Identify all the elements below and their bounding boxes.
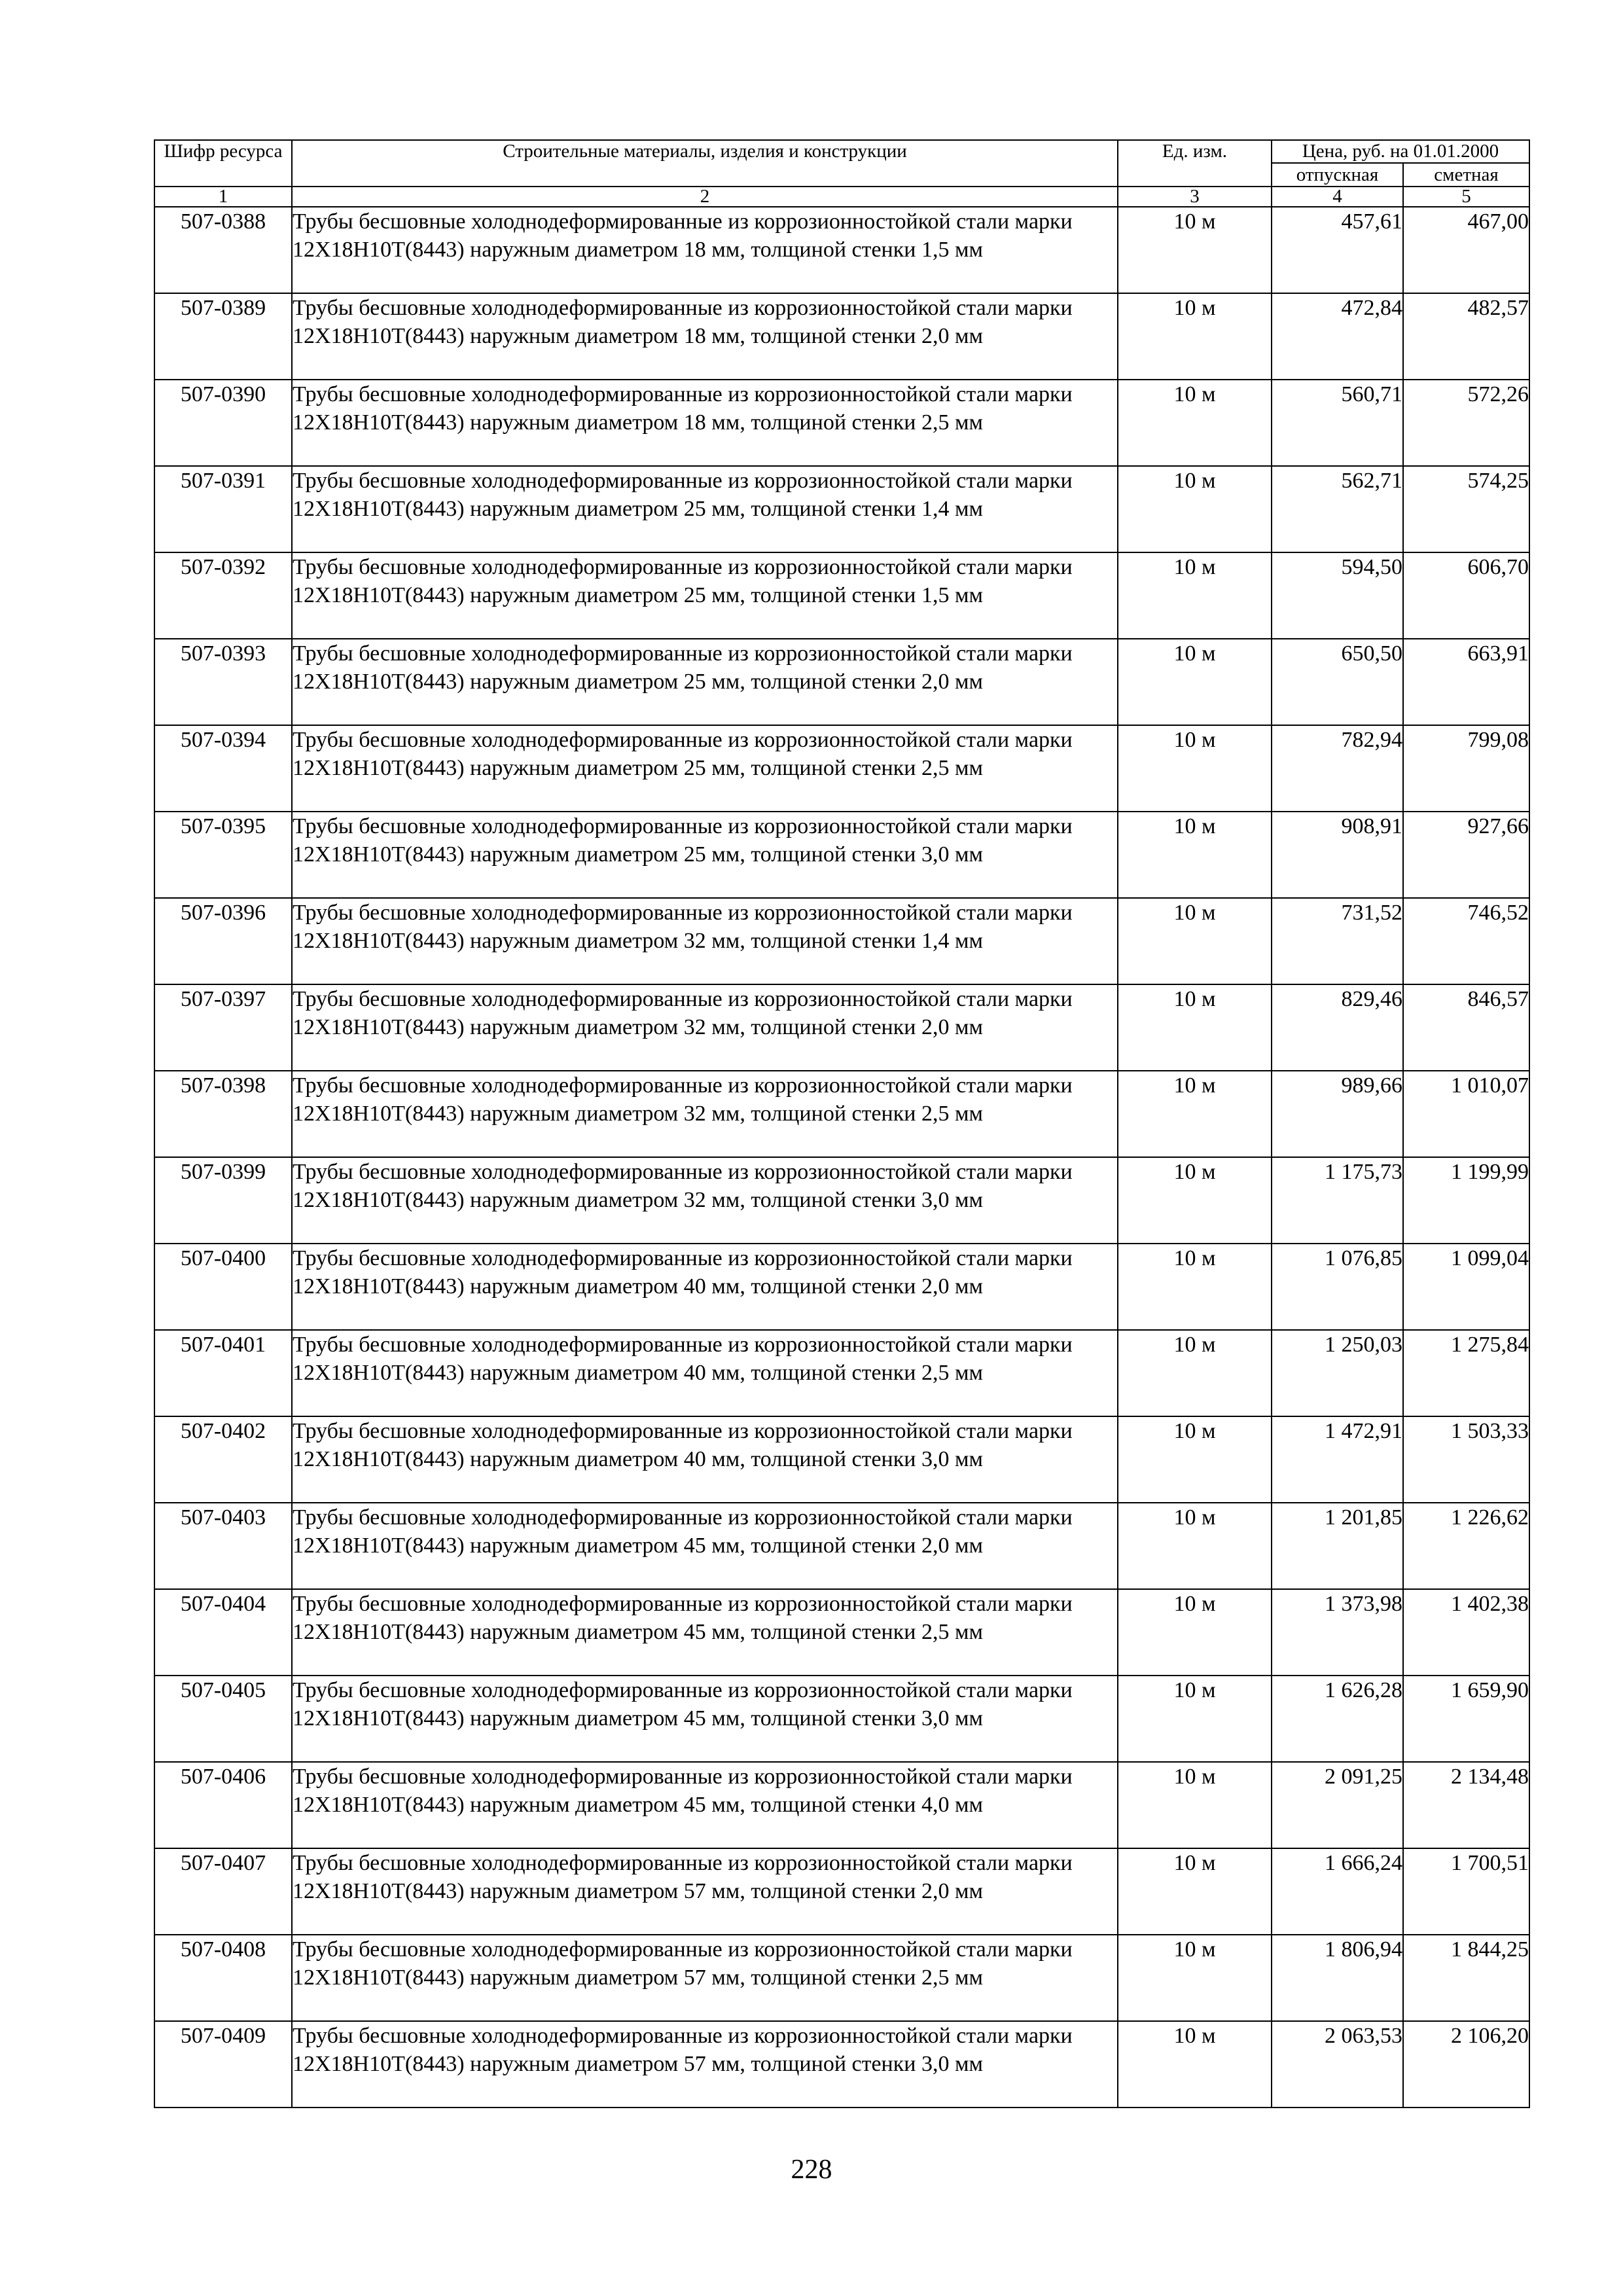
- resource-code: 507-0397: [154, 984, 292, 1071]
- estimate-price: 467,00: [1403, 207, 1529, 293]
- resource-code: 507-0392: [154, 552, 292, 639]
- table-header-row: [154, 140, 1529, 163]
- release-price: 560,71: [1272, 380, 1403, 466]
- material-name: Трубы бесшовные холоднодеформированные из коррозионностойкой стали марки 12Х18Н10Т(8443) наружным диаметром 57 мм, толщиной стенки 2,5 мм: [292, 1935, 1118, 2021]
- column-number: 2: [292, 187, 1118, 207]
- resource-code: 507-0403: [154, 1503, 292, 1589]
- release-price: 2 063,53: [1272, 2021, 1403, 2108]
- release-price: 1 373,98: [1272, 1589, 1403, 1676]
- estimate-price: 927,66: [1403, 812, 1529, 898]
- column-number: 1: [154, 187, 292, 207]
- table-row: [154, 1935, 1529, 2021]
- material-name: Трубы бесшовные холоднодеформированные из коррозионностойкой стали марки 12Х18Н10Т(8443) наружным диаметром 45 мм, толщиной стенки 3,0 мм: [292, 1676, 1118, 1762]
- resource-code: 507-0399: [154, 1157, 292, 1244]
- header-release-price: отпускная: [1272, 163, 1403, 187]
- resource-price-table: [154, 139, 1530, 2108]
- header-material-name: Строительные материалы, изделия и конструкции: [292, 140, 1118, 187]
- table-row: [154, 552, 1529, 639]
- release-price: 1 472,91: [1272, 1416, 1403, 1503]
- header-resource-code: Шифр ресурса: [154, 140, 292, 187]
- estimate-price: 1 226,62: [1403, 1503, 1529, 1589]
- table-row: [154, 898, 1529, 984]
- table-row: [154, 380, 1529, 466]
- resource-code: 507-0401: [154, 1330, 292, 1416]
- column-number-row: [154, 187, 1529, 207]
- resource-code: 507-0396: [154, 898, 292, 984]
- table-row: [154, 1330, 1529, 1416]
- material-name: Трубы бесшовные холоднодеформированные из коррозионностойкой стали марки 12Х18Н10Т(8443) наружным диаметром 25 мм, толщиной стенки 3,0 мм: [292, 812, 1118, 898]
- unit-of-measure: 10 м: [1118, 1503, 1272, 1589]
- estimate-price: 1 402,38: [1403, 1589, 1529, 1676]
- resource-code: 507-0406: [154, 1762, 292, 1848]
- release-price: 989,66: [1272, 1071, 1403, 1157]
- table-row: [154, 1071, 1529, 1157]
- material-name: Трубы бесшовные холоднодеформированные из коррозионностойкой стали марки 12Х18Н10Т(8443) наружным диаметром 40 мм, толщиной стенки 2,5 мм: [292, 1330, 1118, 1416]
- header-unit: Ед. изм.: [1118, 140, 1272, 187]
- table-row: [154, 466, 1529, 552]
- resource-code: 507-0404: [154, 1589, 292, 1676]
- release-price: 1 250,03: [1272, 1330, 1403, 1416]
- release-price: 1 076,85: [1272, 1244, 1403, 1330]
- unit-of-measure: 10 м: [1118, 293, 1272, 380]
- header-estimate-price: сметная: [1403, 163, 1529, 187]
- material-name: Трубы бесшовные холоднодеформированные из коррозионностойкой стали марки 12Х18Н10Т(8443) наружным диаметром 25 мм, толщиной стенки 1,4 мм: [292, 466, 1118, 552]
- resource-code: 507-0393: [154, 639, 292, 725]
- unit-of-measure: 10 м: [1118, 1762, 1272, 1848]
- release-price: 457,61: [1272, 207, 1403, 293]
- material-name: Трубы бесшовные холоднодеформированные из коррозионностойкой стали марки 12Х18Н10Т(8443) наружным диаметром 25 мм, толщиной стенки 2,0 мм: [292, 639, 1118, 725]
- unit-of-measure: 10 м: [1118, 207, 1272, 293]
- material-name: Трубы бесшовные холоднодеформированные из коррозионностойкой стали марки 12Х18Н10Т(8443) наружным диаметром 18 мм, толщиной стенки 2,0 мм: [292, 293, 1118, 380]
- table-row: [154, 1244, 1529, 1330]
- table-row: [154, 1416, 1529, 1503]
- estimate-price: 846,57: [1403, 984, 1529, 1071]
- unit-of-measure: 10 м: [1118, 552, 1272, 639]
- table-row: [154, 1762, 1529, 1848]
- table-row: [154, 639, 1529, 725]
- material-name: Трубы бесшовные холоднодеформированные из коррозионностойкой стали марки 12Х18Н10Т(8443) наружным диаметром 45 мм, толщиной стенки 2,0 мм: [292, 1503, 1118, 1589]
- unit-of-measure: 10 м: [1118, 1589, 1272, 1676]
- release-price: 562,71: [1272, 466, 1403, 552]
- release-price: 1 201,85: [1272, 1503, 1403, 1589]
- estimate-price: 799,08: [1403, 725, 1529, 812]
- unit-of-measure: 10 м: [1118, 1244, 1272, 1330]
- material-name: Трубы бесшовные холоднодеформированные из коррозионностойкой стали марки 12Х18Н10Т(8443) наружным диаметром 32 мм, толщиной стенки 2,5 мм: [292, 1071, 1118, 1157]
- table-row: [154, 207, 1529, 293]
- material-name: Трубы бесшовные холоднодеформированные из коррозионностойкой стали марки 12Х18Н10Т(8443) наружным диаметром 40 мм, толщиной стенки 2,0 мм: [292, 1244, 1118, 1330]
- release-price: 782,94: [1272, 725, 1403, 812]
- material-name: Трубы бесшовные холоднодеформированные из коррозионностойкой стали марки 12Х18Н10Т(8443) наружным диаметром 45 мм, толщиной стенки 2,5 мм: [292, 1589, 1118, 1676]
- table-row: [154, 1503, 1529, 1589]
- resource-code: 507-0398: [154, 1071, 292, 1157]
- estimate-price: 1 503,33: [1403, 1416, 1529, 1503]
- release-price: 1 666,24: [1272, 1848, 1403, 1935]
- unit-of-measure: 10 м: [1118, 380, 1272, 466]
- table-row: [154, 1848, 1529, 1935]
- estimate-price: 574,25: [1403, 466, 1529, 552]
- resource-code: 507-0405: [154, 1676, 292, 1762]
- unit-of-measure: 10 м: [1118, 725, 1272, 812]
- resource-code: 507-0407: [154, 1848, 292, 1935]
- resource-code: 507-0388: [154, 207, 292, 293]
- estimate-price: 606,70: [1403, 552, 1529, 639]
- estimate-price: 572,26: [1403, 380, 1529, 466]
- table-row: [154, 812, 1529, 898]
- material-name: Трубы бесшовные холоднодеформированные из коррозионностойкой стали марки 12Х18Н10Т(8443) наружным диаметром 18 мм, толщиной стенки 1,5 мм: [292, 207, 1118, 293]
- release-price: 1 626,28: [1272, 1676, 1403, 1762]
- release-price: 650,50: [1272, 639, 1403, 725]
- estimate-price: 1 010,07: [1403, 1071, 1529, 1157]
- unit-of-measure: 10 м: [1118, 898, 1272, 984]
- estimate-price: 1 275,84: [1403, 1330, 1529, 1416]
- estimate-price: 663,91: [1403, 639, 1529, 725]
- unit-of-measure: 10 м: [1118, 812, 1272, 898]
- material-name: Трубы бесшовные холоднодеформированные из коррозионностойкой стали марки 12Х18Н10Т(8443) наружным диаметром 45 мм, толщиной стенки 4,0 мм: [292, 1762, 1118, 1848]
- table-row: [154, 293, 1529, 380]
- unit-of-measure: 10 м: [1118, 984, 1272, 1071]
- material-name: Трубы бесшовные холоднодеформированные из коррозионностойкой стали марки 12Х18Н10Т(8443) наружным диаметром 25 мм, толщиной стенки 2,5 мм: [292, 725, 1118, 812]
- material-name: Трубы бесшовные холоднодеформированные из коррозионностойкой стали марки 12Х18Н10Т(8443) наружным диаметром 25 мм, толщиной стенки 1,5 мм: [292, 552, 1118, 639]
- unit-of-measure: 10 м: [1118, 1157, 1272, 1244]
- document-page: [154, 139, 1529, 2108]
- material-name: Трубы бесшовные холоднодеформированные из коррозионностойкой стали марки 12Х18Н10Т(8443) наружным диаметром 57 мм, толщиной стенки 2,0 мм: [292, 1848, 1118, 1935]
- unit-of-measure: 10 м: [1118, 1676, 1272, 1762]
- table-row: [154, 1676, 1529, 1762]
- resource-code: 507-0408: [154, 1935, 292, 2021]
- unit-of-measure: 10 м: [1118, 466, 1272, 552]
- resource-code: 507-0389: [154, 293, 292, 380]
- unit-of-measure: 10 м: [1118, 1330, 1272, 1416]
- estimate-price: 1 199,99: [1403, 1157, 1529, 1244]
- release-price: 2 091,25: [1272, 1762, 1403, 1848]
- release-price: 829,46: [1272, 984, 1403, 1071]
- release-price: 1 806,94: [1272, 1935, 1403, 2021]
- resource-code: 507-0390: [154, 380, 292, 466]
- estimate-price: 1 659,90: [1403, 1676, 1529, 1762]
- column-number: 3: [1118, 187, 1272, 207]
- material-name: Трубы бесшовные холоднодеформированные из коррозионностойкой стали марки 12Х18Н10Т(8443) наружным диаметром 32 мм, толщиной стенки 1,4 мм: [292, 898, 1118, 984]
- unit-of-measure: 10 м: [1118, 1848, 1272, 1935]
- unit-of-measure: 10 м: [1118, 639, 1272, 725]
- material-name: Трубы бесшовные холоднодеформированные из коррозионностойкой стали марки 12Х18Н10Т(8443) наружным диаметром 18 мм, толщиной стенки 2,5 мм: [292, 380, 1118, 466]
- estimate-price: 1 844,25: [1403, 1935, 1529, 2021]
- material-name: Трубы бесшовные холоднодеформированные из коррозионностойкой стали марки 12Х18Н10Т(8443) наружным диаметром 57 мм, толщиной стенки 3,0 мм: [292, 2021, 1118, 2108]
- resource-code: 507-0395: [154, 812, 292, 898]
- resource-code: 507-0391: [154, 466, 292, 552]
- page-number: 228: [791, 2155, 832, 2185]
- release-price: 1 175,73: [1272, 1157, 1403, 1244]
- release-price: 472,84: [1272, 293, 1403, 380]
- material-name: Трубы бесшовные холоднодеформированные из коррозионностойкой стали марки 12Х18Н10Т(8443) наружным диаметром 32 мм, толщиной стенки 3,0 мм: [292, 1157, 1118, 1244]
- material-name: Трубы бесшовные холоднодеформированные из коррозионностойкой стали марки 12Х18Н10Т(8443) наружным диаметром 32 мм, толщиной стенки 2,0 мм: [292, 984, 1118, 1071]
- resource-code: 507-0400: [154, 1244, 292, 1330]
- resource-code: 507-0402: [154, 1416, 292, 1503]
- estimate-price: 746,52: [1403, 898, 1529, 984]
- material-name: Трубы бесшовные холоднодеформированные из коррозионностойкой стали марки 12Х18Н10Т(8443) наружным диаметром 40 мм, толщиной стенки 3,0 мм: [292, 1416, 1118, 1503]
- resource-code: 507-0394: [154, 725, 292, 812]
- table-row: [154, 1157, 1529, 1244]
- table-row: [154, 984, 1529, 1071]
- table-row: [154, 725, 1529, 812]
- estimate-price: 2 134,48: [1403, 1762, 1529, 1848]
- unit-of-measure: 10 м: [1118, 2021, 1272, 2108]
- release-price: 731,52: [1272, 898, 1403, 984]
- table-row: [154, 1589, 1529, 1676]
- unit-of-measure: 10 м: [1118, 1935, 1272, 2021]
- estimate-price: 2 106,20: [1403, 2021, 1529, 2108]
- table-row: [154, 2021, 1529, 2108]
- column-number: 4: [1272, 187, 1403, 207]
- unit-of-measure: 10 м: [1118, 1416, 1272, 1503]
- estimate-price: 482,57: [1403, 293, 1529, 380]
- release-price: 594,50: [1272, 552, 1403, 639]
- estimate-price: 1 099,04: [1403, 1244, 1529, 1330]
- header-price-group: Цена, руб. на 01.01.2000: [1272, 140, 1529, 163]
- release-price: 908,91: [1272, 812, 1403, 898]
- unit-of-measure: 10 м: [1118, 1071, 1272, 1157]
- column-number: 5: [1403, 187, 1529, 207]
- resource-code: 507-0409: [154, 2021, 292, 2108]
- estimate-price: 1 700,51: [1403, 1848, 1529, 1935]
